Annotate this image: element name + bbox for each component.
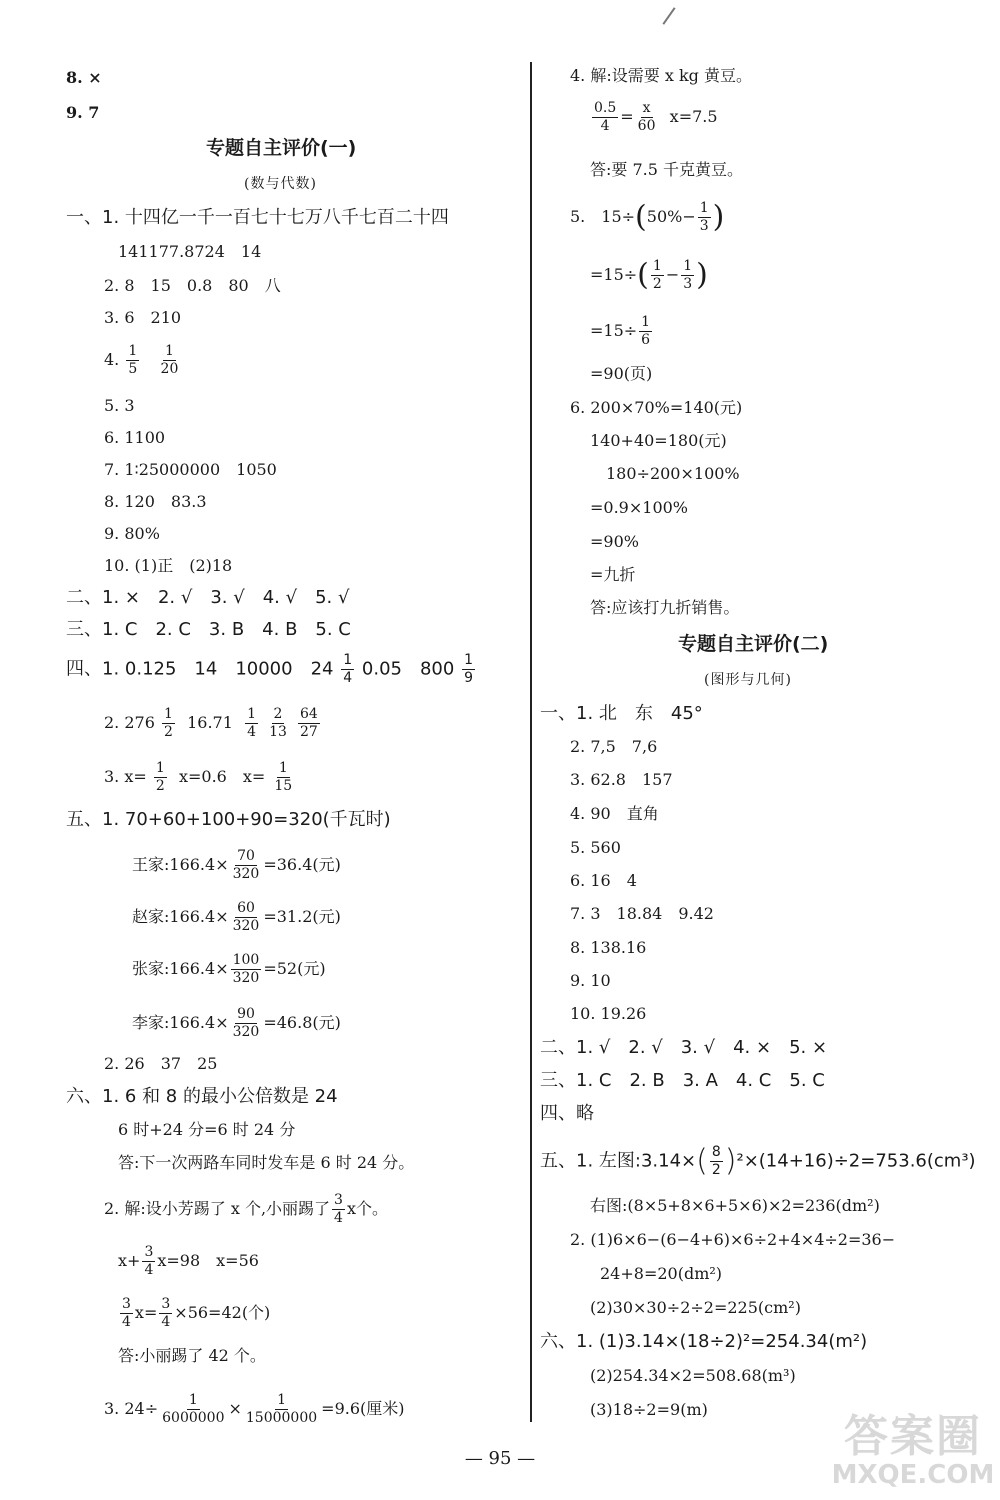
part4-q1: 四、1. 0.125 14 10000 24 $\frac{1}{4}$ 0.05 800 $\frac{1}{9}$: [66, 652, 473, 686]
geo-part3: 三、1. C 2. B 3. A 4. C 5. C: [540, 1070, 825, 1091]
part1-q10: 10. (1)正 (2)18: [104, 556, 233, 575]
r-answer-6-step3: 180÷200×100%: [606, 464, 740, 483]
r-answer-5-step2: =15÷( $\frac{1}{2}$ − $\frac{1}{3}$ ): [590, 257, 708, 293]
geo-part5-q2: 2. (1)6×6−(6−4+6)×6÷2+4×4÷2=36−: [570, 1230, 896, 1249]
part4-q3: 3. x= $\frac{1}{2}$ x=0.6 x= $\frac{1}{15}$: [104, 760, 293, 794]
geo-part1-q2: 2. 7,5 7,6: [570, 737, 658, 756]
geo-part1-q8: 8. 138.16: [570, 938, 647, 957]
part6-q1: 六、1. 6 和 8 的最小公倍数是 24: [66, 1086, 338, 1107]
r-answer-4-reply: 答:要 7.5 千克黄豆。: [590, 160, 744, 179]
part6-q2-eq1: x+ $\frac{3}{4}$ x=98 x=56: [118, 1244, 259, 1278]
geo-part5-q2-cont: 24+8=20(dm²): [600, 1264, 723, 1283]
part6-q2-answer: 答:小丽踢了 42 个。: [118, 1346, 266, 1365]
column-divider: [530, 62, 532, 1422]
geo-part6-q1: 六、1. (1)3.14×(18÷2)²=254.34(m²): [540, 1331, 868, 1352]
r-answer-4: 4. 解:设需要 x kg 黄豆。: [570, 66, 752, 85]
geo-part5-q2-2: (2)30×30÷2÷2=225(cm²): [590, 1298, 801, 1317]
r-answer-6-reply: 答:应该打九折销售。: [590, 598, 740, 617]
section-subtitle-2: (图形与几何): [704, 672, 792, 688]
watermark-logo: [828, 1400, 998, 1500]
part1-q6: 6. 1100: [104, 428, 166, 447]
wang-family: 王家:166.4× $\frac{70}{320}$ =36.4(元): [132, 848, 341, 882]
part5-q2: 2. 26 37 25: [104, 1054, 218, 1073]
part1-q9: 9. 80%: [104, 524, 160, 543]
r-answer-4-eq: $\frac{0.5}{4}$ = $\frac{x}{60}$ x=7.5: [594, 100, 718, 134]
geo-part6-q1-2: (2)254.34×2=508.68(m³): [590, 1366, 796, 1385]
geo-part1-q9: 9. 10: [570, 971, 611, 990]
page-number: — 95 —: [464, 1448, 536, 1469]
geo-part1-q4: 4. 90 直角: [570, 804, 659, 823]
part6-q1-answer: 答:下一次两路车同时发车是 6 时 24 分。: [118, 1153, 415, 1172]
geo-part2: 二、1. √ 2. √ 3. √ 4. × 5. ×: [540, 1037, 828, 1058]
geo-part6-q1-3: (3)18÷2=9(m): [590, 1400, 708, 1419]
part1-q7: 7. 1∶25000000 1050: [104, 460, 277, 479]
section-subtitle-1: (数与代数): [244, 176, 317, 192]
r-answer-6: 6. 200×70%=140(元): [570, 398, 743, 417]
r-answer-6-step4: =0.9×100%: [590, 498, 688, 517]
part1-q4: 4. $\frac{1}{5}$ $\frac{1}{20}$: [104, 343, 179, 377]
li-family: 李家:166.4× $\frac{90}{320}$ =46.8(元): [132, 1006, 341, 1040]
answer-9: 9. 7: [66, 103, 100, 122]
part6-q3: 3. 24÷ $\frac{1}{6000000}$ × $\frac{1}{15000000}$ =9.6(厘米): [104, 1392, 405, 1426]
part1-q5: 5. 3: [104, 396, 135, 415]
r-answer-6-step5: =90%: [590, 532, 639, 551]
r-answer-6-step2: 140+40=180(元): [590, 431, 727, 450]
r-answer-5-result: =90(页): [590, 364, 653, 383]
part1-q8: 8. 120 83.3: [104, 492, 207, 511]
section-title-2: 专题自主评价(二): [678, 633, 829, 655]
answer-8: 8. ×: [66, 68, 102, 87]
part2-line: 二、1. × 2. √ 3. √ 4. √ 5. √: [66, 587, 350, 608]
part4-q2: 2. 276 $\frac{1}{2}$ 16.71 $\frac{1}{4}$ $\frac{2}{13}$ $\frac{64}{27}$: [104, 706, 318, 740]
geo-part1-q5: 5. 560: [570, 838, 621, 857]
part1-q2: 2. 8 15 0.8 80 八: [104, 276, 281, 295]
zhao-family: 赵家:166.4× $\frac{60}{320}$ =31.2(元): [132, 900, 341, 934]
geo-part1-q1: 一、1. 北 东 45°: [540, 703, 703, 724]
pen-stroke-mark: [662, 7, 675, 25]
r-answer-5-step3: =15÷ $\frac{1}{6}$: [590, 314, 651, 348]
geo-part1-q10: 10. 19.26: [570, 1004, 647, 1023]
part1-q3: 3. 6 210: [104, 308, 182, 327]
part6-q2: 2. 解:设小芳踢了 x 个,小丽踢了 $\frac{3}{4}$ x个。: [104, 1192, 388, 1226]
section-title-1: 专题自主评价(一): [206, 137, 357, 159]
zhang-family: 张家:166.4× $\frac{100}{320}$ =52(元): [132, 952, 326, 986]
part3-line: 三、1. C 2. C 3. B 4. B 5. C: [66, 619, 351, 640]
part5-q1: 五、1. 70+60+100+90=320(千瓦时): [66, 809, 391, 830]
watermark-url: MXQE.COM: [831, 1460, 995, 1490]
part1-line1: 一、1. 十四亿一千一百七十七万八千七百二十四: [66, 207, 449, 228]
part1-line2: 141177.8724 14: [118, 242, 262, 261]
geo-part1-q6: 6. 16 4: [570, 871, 637, 890]
r-answer-5: 5. 15÷(50%− $\frac{1}{3}$ ): [570, 199, 725, 235]
geo-part5-q1-right: 右图:(8×5+8×6+5×6)×2=236(dm²): [590, 1196, 880, 1215]
geo-part1-q3: 3. 62.8 157: [570, 770, 673, 789]
watermark-text: 答案圈: [844, 1411, 982, 1462]
geo-part4: 四、略: [540, 1103, 594, 1124]
r-answer-6-step6: =九折: [590, 565, 636, 584]
geo-part5-q1: 五、1. 左图:3.14×( $\frac{8}{2}$ )²×(14+16)÷2=753.6(cm³): [540, 1143, 976, 1179]
geo-part1-q7: 7. 3 18.84 9.42: [570, 904, 714, 923]
part6-q1-step: 6 时+24 分=6 时 24 分: [118, 1120, 296, 1139]
part6-q2-eq2: $\frac{3}{4}$ x= $\frac{3}{4}$ ×56=42(个): [122, 1296, 271, 1330]
